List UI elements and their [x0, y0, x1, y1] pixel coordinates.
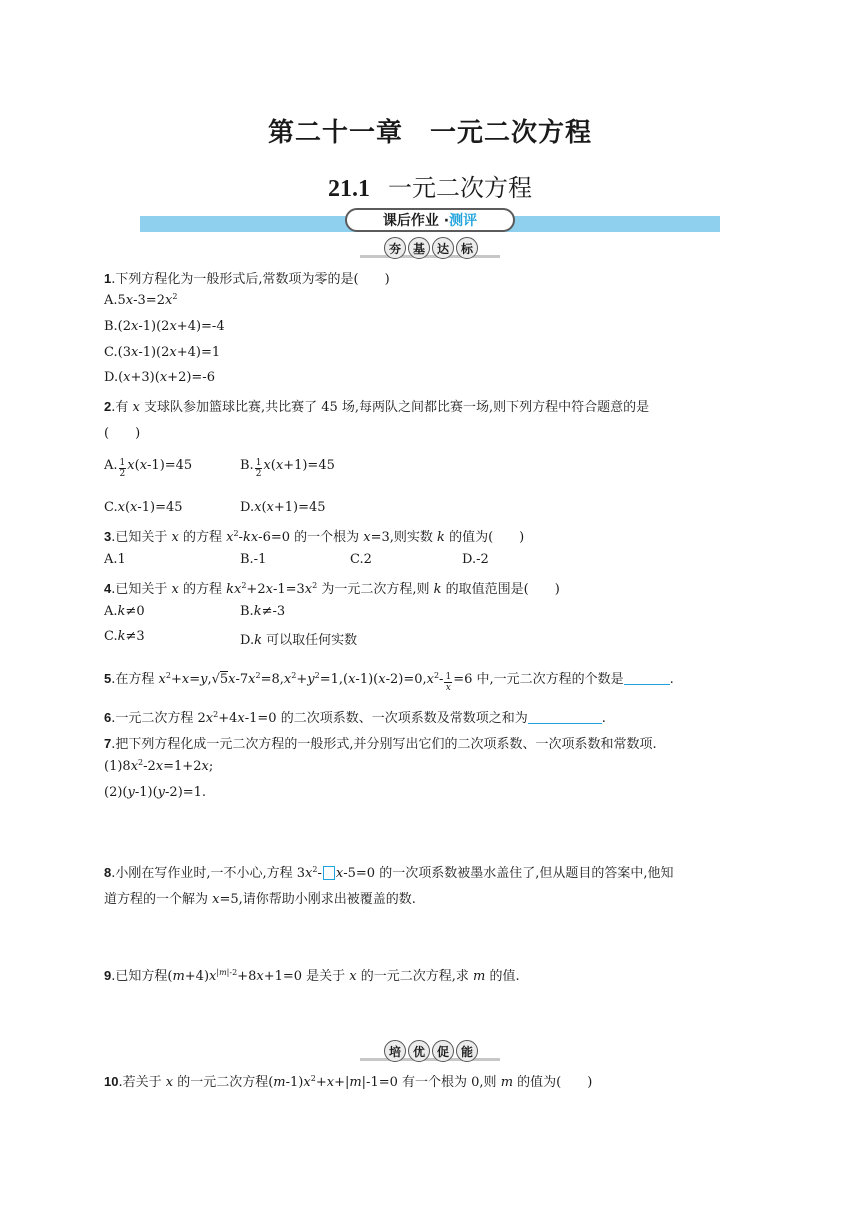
answer-blank[interactable] [624, 672, 670, 685]
badge-char: 能 [456, 1040, 478, 1062]
badge-char: 标 [456, 237, 478, 259]
badge-char: 达 [432, 237, 454, 259]
question-6: 6.一元二次方程 $2x^2+4x-1=0$ 的二次项系数、一次项系数及常数项之和为 . [104, 710, 606, 726]
q3-option-c: C.2 [350, 552, 372, 567]
banner-accent: 测评 [449, 213, 478, 229]
q1-option-a: $A.5x-3=2x^2$ [104, 292, 178, 308]
q7-part-2: (2)(y-1)(y-2)=1. [104, 785, 207, 800]
badge-char: 优 [408, 1040, 430, 1062]
q4-option-b: B.k≠-3 [240, 604, 286, 619]
question-8: 8.小刚在写作业时,一不小心,方程 $3x^2-$ x-5=0 的一次项系数被墨水盖住了,但从题目的答案中,他知 [104, 865, 674, 881]
question-5: 5.在方程 $x^2+x=y,√5x-7x^2=8,x^2+y^2=1,(x-1)(x-2)=0,x^2-$ $\frac{1}{x}$ =6 中,一元二次方程的个数是 . [104, 671, 674, 693]
q3-option-a: A.1 [104, 552, 126, 567]
q4-option-d: D.k 可以取任何实数 [240, 633, 358, 648]
section-name: 一元二次方程 [388, 174, 532, 202]
question-3: 3.已知关于 x 的方程 $x^2-kx-6=0$ 的一个根为 x=3,则实数 k 的值为( ) [104, 529, 525, 545]
badge-group-advanced [384, 1040, 478, 1062]
q2-paren: ( ) [104, 426, 141, 441]
question-7: 7.把下列方程化成一元二次方程的一般形式,并分别写出它们的二次项系数、一次项系数和常数项. [104, 736, 657, 752]
section-number: 21.1 [328, 176, 370, 202]
q1-option-d: D.(x+3)(x+2)=-6 [104, 370, 215, 385]
q3-option-b: B.-1 [240, 552, 267, 567]
badge-char: 基 [408, 237, 430, 259]
banner-label: 课后作业 · 测评 [345, 208, 515, 232]
q4-option-a: A.k≠0 [104, 604, 145, 619]
badge-char: 促 [432, 1040, 454, 1062]
q4-option-c: C.k≠3 [104, 629, 145, 644]
badge-char: 夯 [384, 237, 406, 259]
chapter-title: 第二十一章 一元二次方程 [267, 118, 592, 148]
q1-option-c: C.(3x-1)(2x+4)=1 [104, 345, 221, 360]
q1-option-b: B.(2x-1)(2x+4)=-4 [104, 319, 225, 334]
section-title [0, 168, 860, 203]
q2-option-d: D.x(x+1)=45 [240, 500, 326, 515]
badge-group-basic [384, 237, 478, 259]
q2-option-c: C.x(x-1)=45 [104, 500, 183, 515]
q2-option-a: A. $\frac{1}{2}$ x(x-1)=45 [104, 458, 193, 479]
q3-option-d: D.-2 [462, 552, 489, 567]
question-2: 2.有 x 支球队参加篮球比赛,共比赛了 45 场,每两队之间都比赛一场,则下列方程中符合题意的是 [104, 399, 650, 415]
question-9: 9.已知方程$(m+4)x^{|m|-2}+8x+1=0$ 是关于 x 的一元二次方程,求 m 的值. [104, 968, 520, 984]
q7-part-1: $(1)8x^2-2x=1+2x$; [104, 758, 214, 774]
ink-blot-box [323, 866, 335, 880]
question-10: 10.若关于 x 的一元二次方程$(m-1)x^2+x+|m|-1=0$ 有一个根为 0,则 m 的值为( ) [104, 1074, 593, 1090]
q8-line-2: 道方程的一个解为 x=5,请你帮助小刚求出被覆盖的数. [104, 892, 416, 907]
q2-option-b: B. $\frac{1}{2}$ x(x+1)=45 [240, 458, 335, 479]
answer-blank[interactable] [528, 711, 602, 724]
question-1: 1.下列方程化为一般形式后,常数项为零的是( ) [104, 271, 390, 287]
question-4: 4.已知关于 x 的方程 $kx^2+2x-1=3x^2$ 为一元二次方程,则 k 的取值范围是( ) [104, 581, 560, 597]
badge-char: 培 [384, 1040, 406, 1062]
